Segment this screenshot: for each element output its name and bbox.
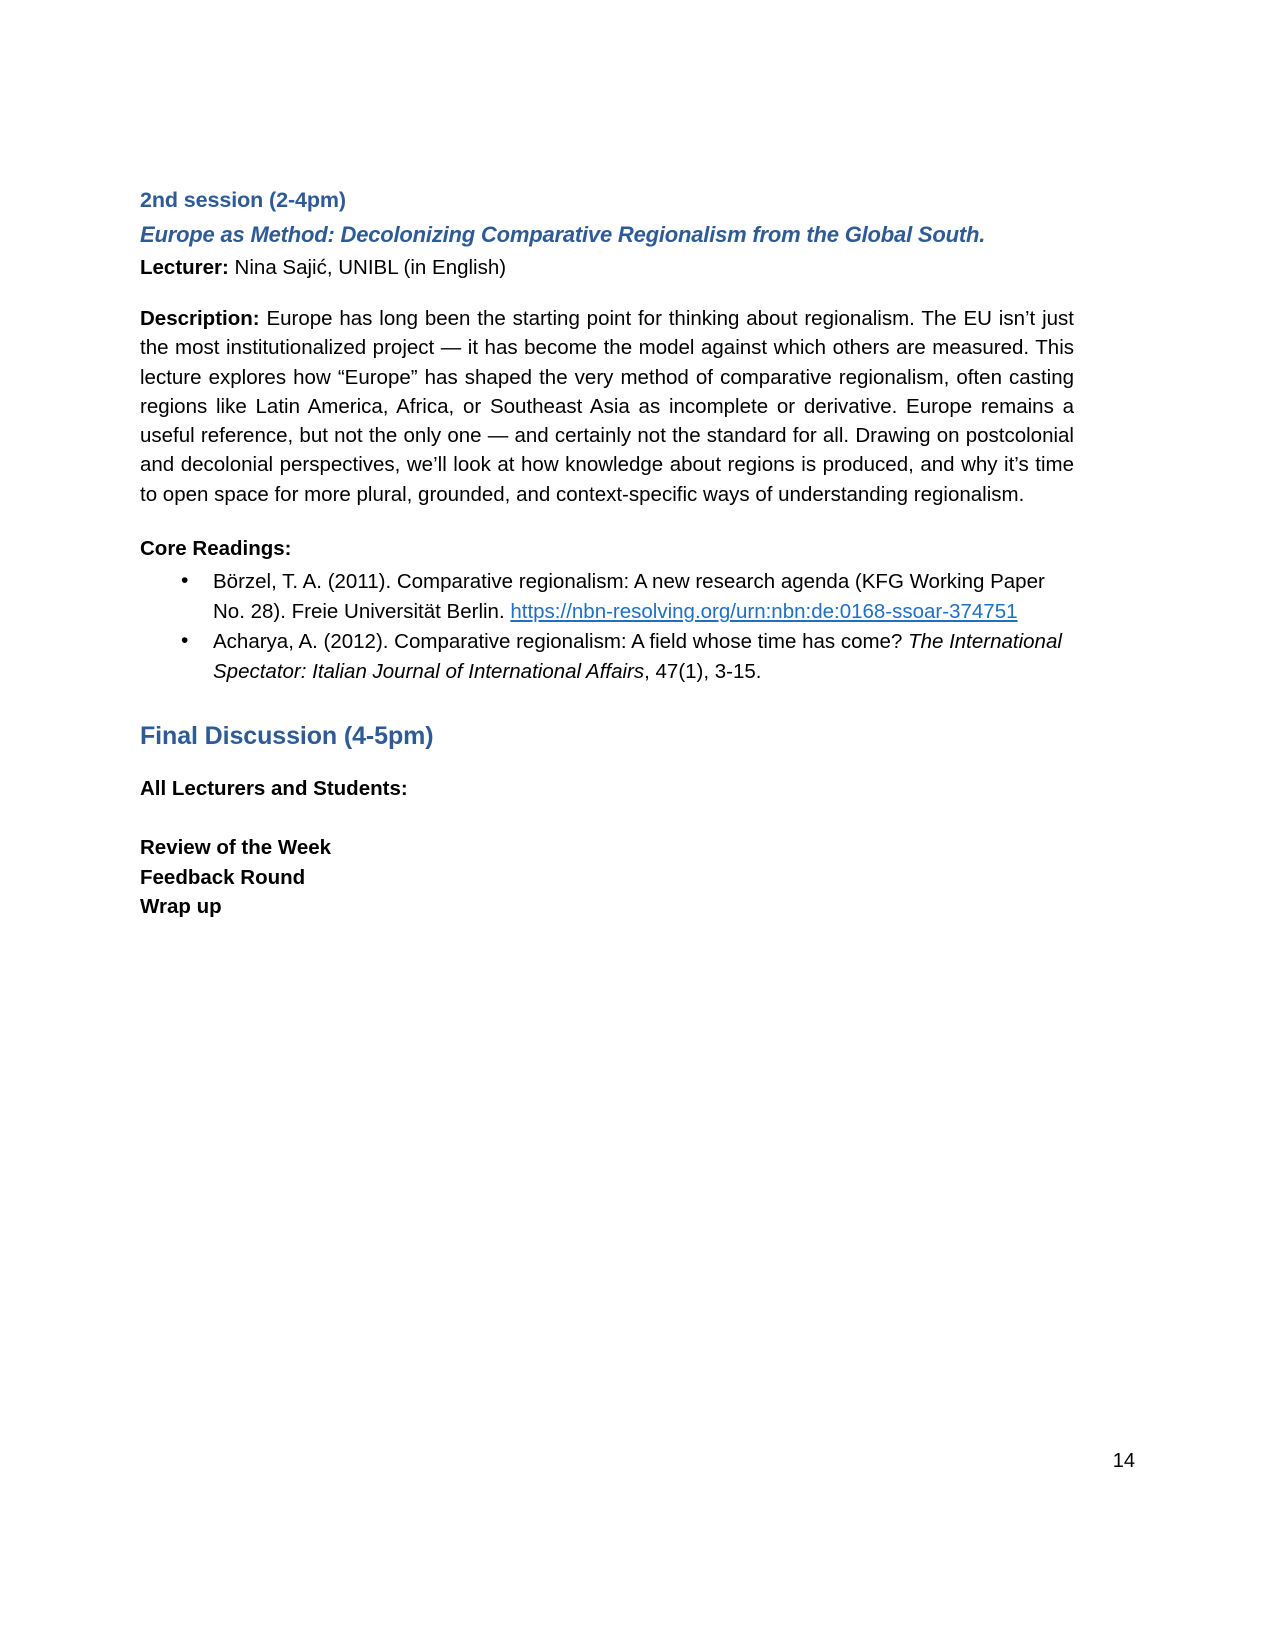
description-label: Description: bbox=[140, 307, 260, 330]
core-readings-list bbox=[140, 567, 1074, 687]
list-item bbox=[140, 627, 1074, 687]
wrap-item-review: Review of the Week bbox=[140, 836, 332, 860]
page-number: 14 bbox=[1112, 1450, 1135, 1472]
all-lecturers-label: All Lecturers and Students: bbox=[140, 777, 408, 801]
bullet-icon: • bbox=[181, 569, 189, 593]
list-item bbox=[140, 567, 1074, 627]
wrap-item-feedback: Feedback Round bbox=[140, 865, 306, 889]
lecturer-line bbox=[140, 254, 1074, 282]
page-content bbox=[140, 186, 1074, 922]
reading-text: Börzel, T. A. (2011). Comparative regionalism: A new research agenda (KFG Working Paper No. 28). Freie Universität Berlin. bbox=[213, 570, 1045, 624]
reading-journal-title: The International Spectator: Italian Journal of International Affairs bbox=[213, 630, 1062, 684]
lecturer-value: Nina Sajić, UNIBL (in English) bbox=[228, 256, 507, 279]
bullet-icon: • bbox=[181, 629, 189, 653]
reading-text-suffix: , 47(1), 3-15. bbox=[644, 660, 762, 684]
session-title: Europe as Method: Decolonizing Comparative Regionalism from the Global South. bbox=[140, 222, 986, 247]
reading-link[interactable]: https://nbn-resolving.org/urn:nbn:de:0168-ssoar-374751 bbox=[510, 600, 1018, 624]
description-text: Europe has long been the starting point for thinking about regionalism. The EU isn’t just the most institutionalized project — it has become the model against which others are measured. This lecture explores how “Europe” has shaped the very method of comparative regionalism, often casting regions like Latin America, Africa, or Southeast Asia as incomplete or derivative. Europe remains a useful reference, but not the only one — and certainly not the standard for all. Drawing on postcolonial and decolonial perspectives, we’ll look at how knowledge about regions is produced, and why it’s time to open space for more plural, grounded, and context-specific ways of understanding regionalism. bbox=[140, 307, 1074, 506]
lecturer-label: Lecturer: bbox=[140, 256, 229, 279]
wrap-item-wrapup: Wrap up bbox=[140, 895, 222, 919]
description-paragraph bbox=[140, 304, 1074, 509]
core-readings-label: Core Readings: bbox=[140, 537, 292, 561]
session-heading: 2nd session (2-4pm) bbox=[140, 188, 346, 212]
wrap-up-block bbox=[140, 833, 1074, 922]
final-discussion-heading: Final Discussion (4-5pm) bbox=[140, 722, 434, 751]
reading-text: Acharya, A. (2012). Comparative regionalism: A field whose time has come? bbox=[213, 630, 909, 654]
